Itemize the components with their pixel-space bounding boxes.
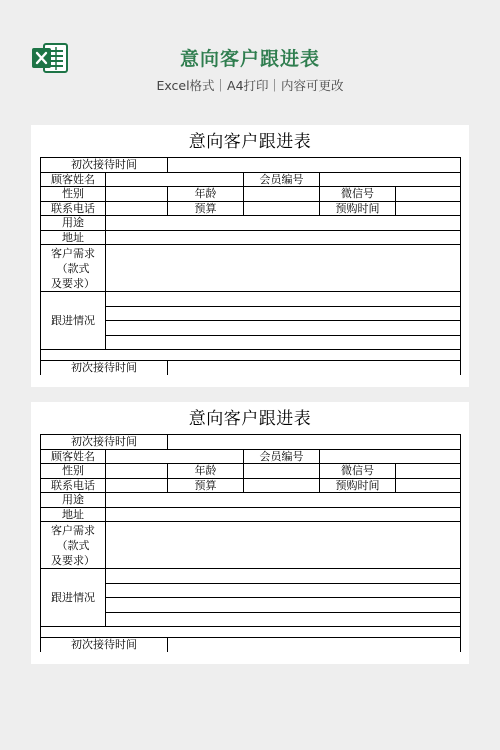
customer-name-label: 顾客姓名 bbox=[41, 172, 106, 187]
address-field[interactable] bbox=[106, 230, 461, 245]
wechat-field[interactable] bbox=[396, 464, 461, 479]
customer-needs-label bbox=[41, 522, 106, 569]
address-field[interactable] bbox=[106, 507, 461, 522]
budget-label: 预算 bbox=[168, 478, 244, 493]
table-row bbox=[41, 449, 461, 464]
page-subtitle: Excel格式｜A4打印｜内容可更改 bbox=[156, 78, 344, 93]
follow-up-line[interactable] bbox=[106, 306, 461, 321]
phone-label: 联系电话 bbox=[41, 478, 106, 493]
first-visit-time-label: 初次接待时间 bbox=[41, 435, 168, 450]
table-row bbox=[41, 201, 461, 216]
usage-label: 用途 bbox=[41, 493, 106, 508]
phone-field[interactable] bbox=[106, 478, 168, 493]
first-visit-time-label: 初次接待时间 bbox=[41, 158, 168, 173]
gender-field[interactable] bbox=[106, 187, 168, 202]
first-visit-time-field[interactable] bbox=[168, 361, 461, 375]
budget-label: 预算 bbox=[168, 201, 244, 216]
phone-field[interactable] bbox=[106, 201, 168, 216]
table-row bbox=[41, 230, 461, 245]
age-field[interactable] bbox=[244, 187, 320, 202]
follow-up-line[interactable] bbox=[106, 569, 461, 584]
preview-header bbox=[0, 0, 500, 118]
form-title: 意向客户跟进表 bbox=[188, 409, 312, 429]
follow-up-line[interactable] bbox=[106, 598, 461, 613]
first-visit-time-field[interactable] bbox=[168, 435, 461, 450]
purchase-time-label: 预购时间 bbox=[320, 201, 396, 216]
table-row bbox=[41, 350, 461, 361]
follow-up-line[interactable] bbox=[106, 292, 461, 307]
table-row bbox=[41, 464, 461, 479]
form-title: 意向客户跟进表 bbox=[188, 132, 312, 152]
table-row bbox=[41, 216, 461, 231]
gender-field[interactable] bbox=[106, 464, 168, 479]
needs-line: （款式 bbox=[56, 538, 90, 552]
follow-up-form-table bbox=[40, 434, 461, 652]
table-row bbox=[41, 435, 461, 450]
gender-label: 性别 bbox=[41, 464, 106, 479]
budget-field[interactable] bbox=[244, 478, 320, 493]
purchase-time-label: 预购时间 bbox=[320, 478, 396, 493]
age-field[interactable] bbox=[244, 464, 320, 479]
follow-up-line[interactable] bbox=[106, 583, 461, 598]
purchase-time-field[interactable] bbox=[396, 478, 461, 493]
table-row bbox=[41, 638, 461, 652]
form-preview-sheet bbox=[31, 125, 469, 387]
customer-name-field[interactable] bbox=[106, 172, 244, 187]
first-visit-time-field[interactable] bbox=[168, 158, 461, 173]
table-row bbox=[41, 507, 461, 522]
purchase-time-field[interactable] bbox=[396, 201, 461, 216]
table-row bbox=[41, 187, 461, 202]
needs-line: 客户需求 bbox=[51, 246, 95, 260]
wechat-label: 微信号 bbox=[320, 187, 396, 202]
first-visit-time-field[interactable] bbox=[168, 638, 461, 652]
phone-label: 联系电话 bbox=[41, 201, 106, 216]
usage-field[interactable] bbox=[106, 216, 461, 231]
customer-needs-field[interactable] bbox=[106, 245, 461, 292]
section-gap bbox=[41, 350, 461, 361]
customer-needs-label bbox=[41, 245, 106, 292]
needs-line: 客户需求 bbox=[51, 523, 95, 537]
follow-up-line[interactable] bbox=[106, 321, 461, 336]
wechat-label: 微信号 bbox=[320, 464, 396, 479]
follow-up-form-table bbox=[40, 157, 461, 375]
table-row bbox=[41, 569, 461, 584]
gender-label: 性别 bbox=[41, 187, 106, 202]
member-no-label: 会员编号 bbox=[244, 449, 320, 464]
table-row bbox=[41, 522, 461, 569]
table-row bbox=[41, 172, 461, 187]
table-row bbox=[41, 493, 461, 508]
member-no-field[interactable] bbox=[320, 449, 461, 464]
usage-field[interactable] bbox=[106, 493, 461, 508]
section-gap bbox=[41, 627, 461, 638]
page-title: 意向客户跟进表 bbox=[179, 48, 320, 70]
table-row bbox=[41, 245, 461, 292]
age-label: 年龄 bbox=[168, 464, 244, 479]
needs-line: 及要求） bbox=[51, 553, 95, 567]
member-no-field[interactable] bbox=[320, 172, 461, 187]
budget-field[interactable] bbox=[244, 201, 320, 216]
table-row bbox=[41, 478, 461, 493]
first-visit-time-label: 初次接待时间 bbox=[41, 361, 168, 375]
address-label: 地址 bbox=[41, 230, 106, 245]
follow-up-line[interactable] bbox=[106, 335, 461, 350]
table-row bbox=[41, 627, 461, 638]
customer-needs-field[interactable] bbox=[106, 522, 461, 569]
first-visit-time-label: 初次接待时间 bbox=[41, 638, 168, 652]
needs-line: （款式 bbox=[56, 261, 90, 275]
table-row bbox=[41, 292, 461, 307]
follow-up-line[interactable] bbox=[106, 612, 461, 627]
needs-line: 及要求） bbox=[51, 276, 95, 290]
age-label: 年龄 bbox=[168, 187, 244, 202]
wechat-field[interactable] bbox=[396, 187, 461, 202]
customer-name-field[interactable] bbox=[106, 449, 244, 464]
usage-label: 用途 bbox=[41, 216, 106, 231]
table-row bbox=[41, 361, 461, 375]
member-no-label: 会员编号 bbox=[244, 172, 320, 187]
table-row bbox=[41, 158, 461, 173]
follow-up-label: 跟进情况 bbox=[41, 569, 106, 627]
follow-up-label: 跟进情况 bbox=[41, 292, 106, 350]
form-preview-sheet bbox=[31, 402, 469, 664]
address-label: 地址 bbox=[41, 507, 106, 522]
customer-name-label: 顾客姓名 bbox=[41, 449, 106, 464]
